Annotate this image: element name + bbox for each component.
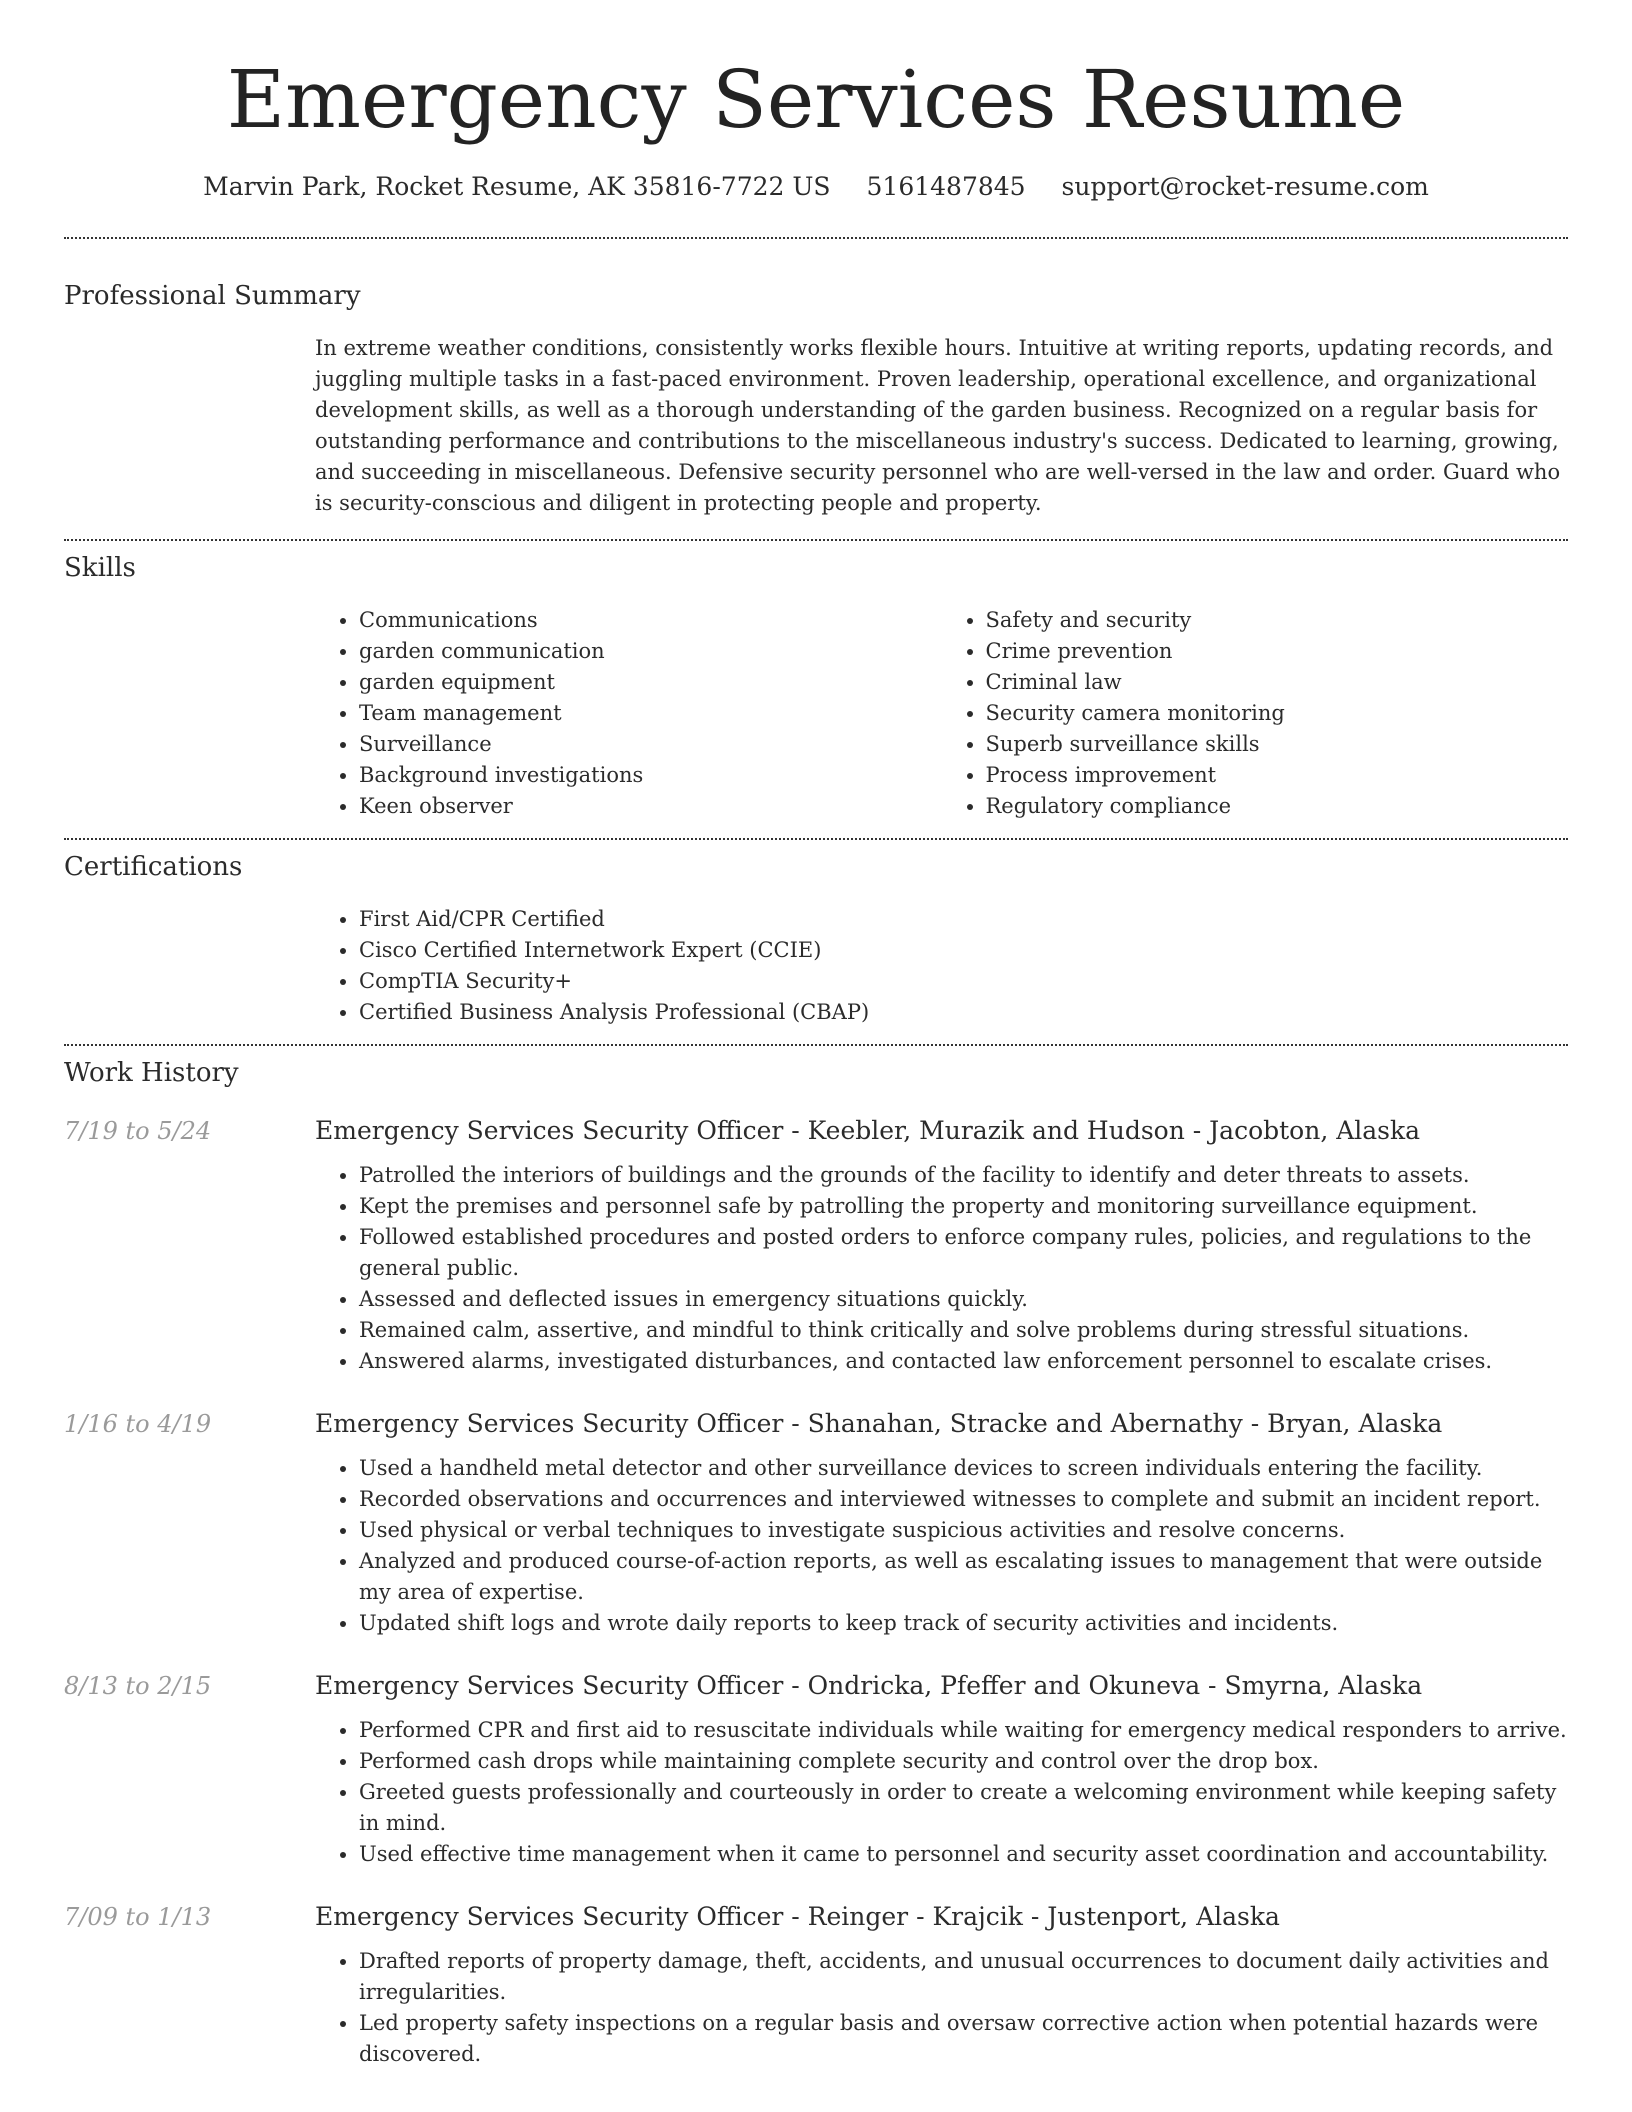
job-bullet: • Greeted guests professionally and courteously in order to create a welcoming environment while keeping safety in mind.	[359, 1777, 1568, 1839]
job-bullet: • Performed CPR and first aid to resuscitate individuals while waiting for emergency medical responders to arrive.	[359, 1715, 1568, 1746]
skills-section	[64, 553, 1568, 822]
divider	[64, 539, 1568, 541]
job-entry	[64, 1409, 1568, 1639]
job-dates: 7/19 to 5/24	[64, 1117, 212, 1145]
skill-item: • Process improvement	[986, 760, 1569, 791]
job-bullets	[315, 1715, 1568, 1870]
job-entry	[64, 1116, 1568, 1377]
certifications-section	[64, 852, 1568, 1028]
certifications-list	[315, 904, 1568, 1028]
skill-item: • Communications	[359, 605, 942, 636]
job-bullet: • Drafted reports of property damage, theft, accidents, and unusual occurrences to document daily activities and irregularities.	[359, 1946, 1568, 2008]
contact-address: Marvin Park, Rocket Resume, AK 35816-7722 US	[203, 172, 831, 201]
summary-section	[64, 281, 1568, 519]
skill-item: • Criminal law	[986, 667, 1569, 698]
job-bullet: • Patrolled the interiors of buildings and the grounds of the facility to identify and deter threats to assets.	[359, 1160, 1568, 1191]
job-details	[315, 1116, 1568, 1377]
section-title-summary: Professional Summary	[64, 281, 361, 311]
skills-column-right	[942, 605, 1569, 822]
job-bullet: • Led property safety inspections on a regular basis and oversaw corrective action when potential hazards were discovered.	[359, 2008, 1568, 2070]
skill-item: • Team management	[359, 698, 942, 729]
contact-line	[64, 172, 1568, 201]
job-bullet: • Answered alarms, investigated disturbances, and contacted law enforcement personnel to escalate crises.	[359, 1346, 1568, 1377]
job-bullet: • Updated shift logs and wrote daily reports to keep track of security activities and incidents.	[359, 1608, 1568, 1639]
certifications-ul	[315, 904, 1568, 1028]
skill-item: • garden communication	[359, 636, 942, 667]
skill-item: • Crime prevention	[986, 636, 1569, 667]
job-bullet: • Remained calm, assertive, and mindful to think critically and solve problems during stressful situations.	[359, 1315, 1568, 1346]
job-bullet: • Used effective time management when it came to personnel and security asset coordination and accountability.	[359, 1839, 1568, 1870]
job-details	[315, 1409, 1568, 1639]
summary-text: In extreme weather conditions, consistently works flexible hours. Intuitive at writing reports, updating records, and juggling multiple tasks in a fast-paced environment. Proven leadership, operational excellence, and organizational development skills, as well as a thorough understanding of the garden business. Recognized on a regular basis for outstanding performance and contributions to the miscellaneous industry's success. Dedicated to learning, growing, and succeeding in miscellaneous. Defensive security personnel who are well-versed in the law and order. Guard who is security-conscious and diligent in protecting people and property.	[315, 336, 1561, 515]
resume-title: Emergency Services Resume	[226, 53, 1406, 146]
job-title: Emergency Services Security Officer - Ondricka, Pfeffer and Okuneva - Smyrna, Alaska	[315, 1671, 1423, 1700]
job-bullet: • Used physical or verbal techniques to investigate suspicious activities and resolve concerns.	[359, 1515, 1568, 1546]
skill-item: • Safety and security	[986, 605, 1569, 636]
skill-item: • Keen observer	[359, 791, 942, 822]
certification-item: • Certified Business Analysis Professional (CBAP)	[359, 997, 1568, 1028]
skills-list	[315, 605, 1568, 822]
skill-item: • Surveillance	[359, 729, 942, 760]
skill-item: • Background investigations	[359, 760, 942, 791]
section-title-certifications: Certifications	[64, 852, 243, 882]
job-bullet: • Assessed and deflected issues in emergency situations quickly.	[359, 1284, 1568, 1315]
job-title: Emergency Services Security Officer - Keebler, Murazik and Hudson - Jacobton, Alaska	[315, 1116, 1421, 1145]
job-details	[315, 1902, 1568, 2070]
job-bullet: • Used a handheld metal detector and other surveillance devices to screen individuals entering the facility.	[359, 1453, 1568, 1484]
job-dates: 8/13 to 2/15	[64, 1672, 212, 1700]
job-bullets	[315, 1160, 1568, 1377]
job-bullet: • Kept the premises and personnel safe by patrolling the property and monitoring surveillance equipment.	[359, 1191, 1568, 1222]
job-entry	[64, 1671, 1568, 1870]
contact-email: support@rocket-resume.com	[1061, 172, 1429, 201]
certification-item: • CompTIA Security+	[359, 966, 1568, 997]
job-bullets	[315, 1946, 1568, 2070]
certification-item: • First Aid/CPR Certified	[359, 904, 1568, 935]
divider	[64, 1044, 1568, 1046]
job-bullet: • Followed established procedures and posted orders to enforce company rules, policies, and regulations to the general public.	[359, 1222, 1568, 1284]
certification-item: • Cisco Certified Internetwork Expert (CCIE)	[359, 935, 1568, 966]
resume-page	[64, 0, 1568, 2070]
job-bullets	[315, 1453, 1568, 1639]
skill-item: • Regulatory compliance	[986, 791, 1569, 822]
job-title: Emergency Services Security Officer - Shanahan, Stracke and Abernathy - Bryan, Alaska	[315, 1409, 1443, 1438]
job-details	[315, 1671, 1568, 1870]
job-bullet: • Performed cash drops while maintaining complete security and control over the drop box.	[359, 1746, 1568, 1777]
contact-phone: 5161487845	[866, 172, 1026, 201]
skills-column-left	[315, 605, 942, 822]
job-dates: 7/09 to 1/13	[64, 1903, 212, 1931]
job-bullet: • Analyzed and produced course-of-action reports, as well as escalating issues to management that were outside my area of expertise.	[359, 1546, 1568, 1608]
skill-item: • Security camera monitoring	[986, 698, 1569, 729]
work-history-section	[64, 1058, 1568, 2070]
job-title: Emergency Services Security Officer - Reinger - Krajcik - Justenport, Alaska	[315, 1902, 1280, 1931]
section-title-work-history: Work History	[64, 1058, 239, 1088]
job-entry	[64, 1902, 1568, 2070]
skill-item: • garden equipment	[359, 667, 942, 698]
divider	[64, 237, 1568, 239]
job-dates: 1/16 to 4/19	[64, 1410, 212, 1438]
skill-item: • Superb surveillance skills	[986, 729, 1569, 760]
section-title-skills: Skills	[64, 553, 136, 583]
job-bullet: • Recorded observations and occurrences and interviewed witnesses to complete and submit an incident report.	[359, 1484, 1568, 1515]
divider	[64, 838, 1568, 840]
